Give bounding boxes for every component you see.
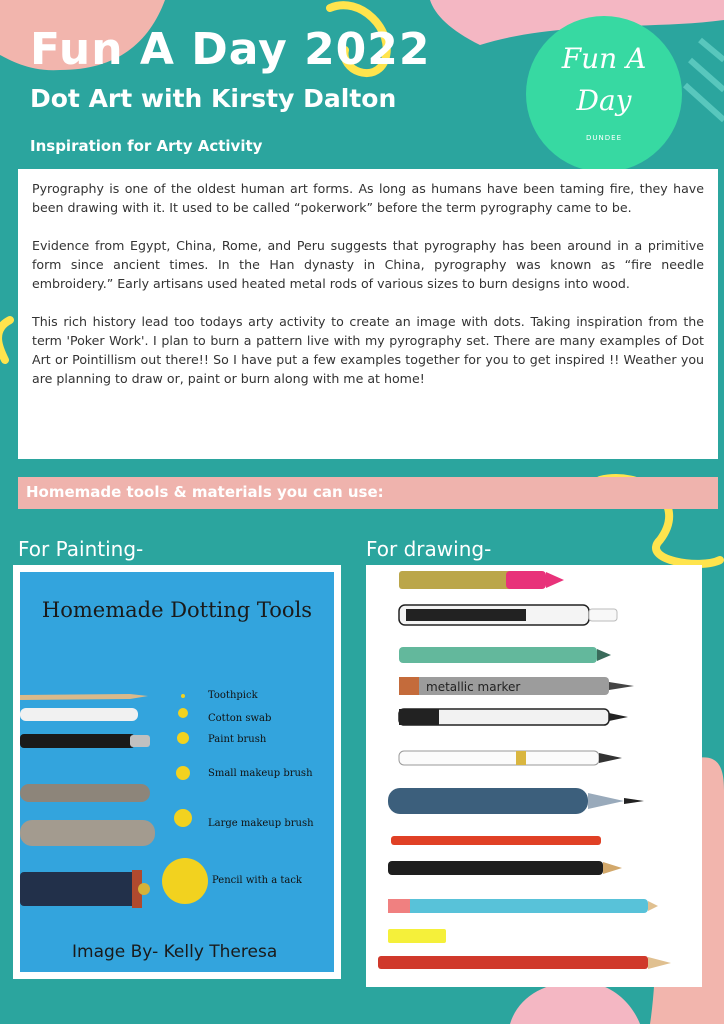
painting-image-frame: [13, 565, 341, 979]
large-makeup-brush: [20, 820, 155, 846]
image-title: Homemade Dotting Tools: [41, 598, 313, 622]
paragraph-2: Evidence from Egypt, China, Rome, and Peru suggests that pyrography has been around in a primitive form since ancient times. In the Han dynasty in China, pyrography was known as “fire needle embroidery.” Early artisans used heated metal rods of various sizes to burn designs into wood.: [32, 238, 704, 291]
tool-label-pencil-tack: Pencil with a tack: [212, 875, 302, 886]
logo-sub: DUNDEE: [586, 134, 622, 142]
gel-pen: [399, 751, 599, 765]
blue-pencil: [388, 899, 648, 913]
small-makeup-brush: [20, 784, 150, 802]
tools-banner: Homemade tools & materials you can use:: [18, 477, 718, 509]
toothpick: [20, 694, 148, 700]
dot-toothpick: [181, 694, 185, 698]
page-subtitle: Dot Art with Kirsty Dalton: [30, 84, 397, 113]
tool-label-small-makeup: Small makeup brush: [208, 768, 313, 779]
tool-label-large-makeup: Large makeup brush: [208, 818, 314, 829]
yellow-squiggle-left: [0, 320, 10, 360]
green-stripes-top-right: [685, 40, 724, 120]
fun-a-day-logo: [526, 16, 682, 172]
dot-cotton-swab: [178, 708, 188, 718]
water-brush: [388, 788, 588, 814]
drawing-image-frame: [366, 565, 702, 987]
page-title: Fun A Day 2022: [30, 24, 431, 75]
crayon: [399, 571, 517, 589]
paragraph-3: This rich history lead too todays arty activity to create an image with dots. Taking inspiration from the term 'Poker Work'. I plan to burn a pattern live with my pyrography set. There are many examples of Dot Art or Pointillism out there!! So I have put a few examples together for you to get inspired !! Weather you are planning to draw or, paint or burn along with me at home!: [32, 314, 704, 386]
drawing-label: For drawing-: [366, 537, 492, 561]
image-credit: Image By- Kelly Theresa: [72, 942, 278, 962]
dot-large-makeup: [174, 809, 192, 827]
logo-line-1: Fun A: [561, 42, 647, 75]
dotting-tools-image: [20, 572, 334, 972]
green-marker: [399, 647, 597, 663]
paint-brush: [20, 734, 135, 748]
paragraph-1: Pyrography is one of the oldest human art forms. As long as humans have been taming fire, they have been drawing with it. It used to be called “pokerwork” before the term pyrography came to be.: [32, 181, 704, 215]
black-pencil: [388, 861, 603, 875]
dot-pencil-tack: [162, 858, 208, 904]
cotton-swab: [20, 708, 138, 721]
red-pencil: [391, 836, 601, 845]
pencil-with-tack: [20, 872, 138, 906]
tool-label-cotton-swab: Cotton swab: [208, 713, 272, 724]
yellow-pastel: [388, 929, 446, 943]
tool-label-toothpick: Toothpick: [208, 690, 258, 701]
red-long-pencil: [378, 956, 648, 969]
dot-paint-brush: [177, 732, 189, 744]
intro-text-box: [18, 169, 718, 459]
dot-small-makeup: [176, 766, 190, 780]
painting-label: For Painting-: [18, 537, 144, 561]
metallic-marker-label: metallic marker: [426, 680, 521, 694]
logo-line-2: Day: [576, 84, 632, 117]
tool-label-paint-brush: Paint brush: [208, 734, 267, 745]
section-label: Inspiration for Arty Activity: [30, 137, 263, 155]
drawing-tools-illustration: [366, 565, 702, 987]
pink-blob-bottom-center: [510, 982, 640, 1024]
